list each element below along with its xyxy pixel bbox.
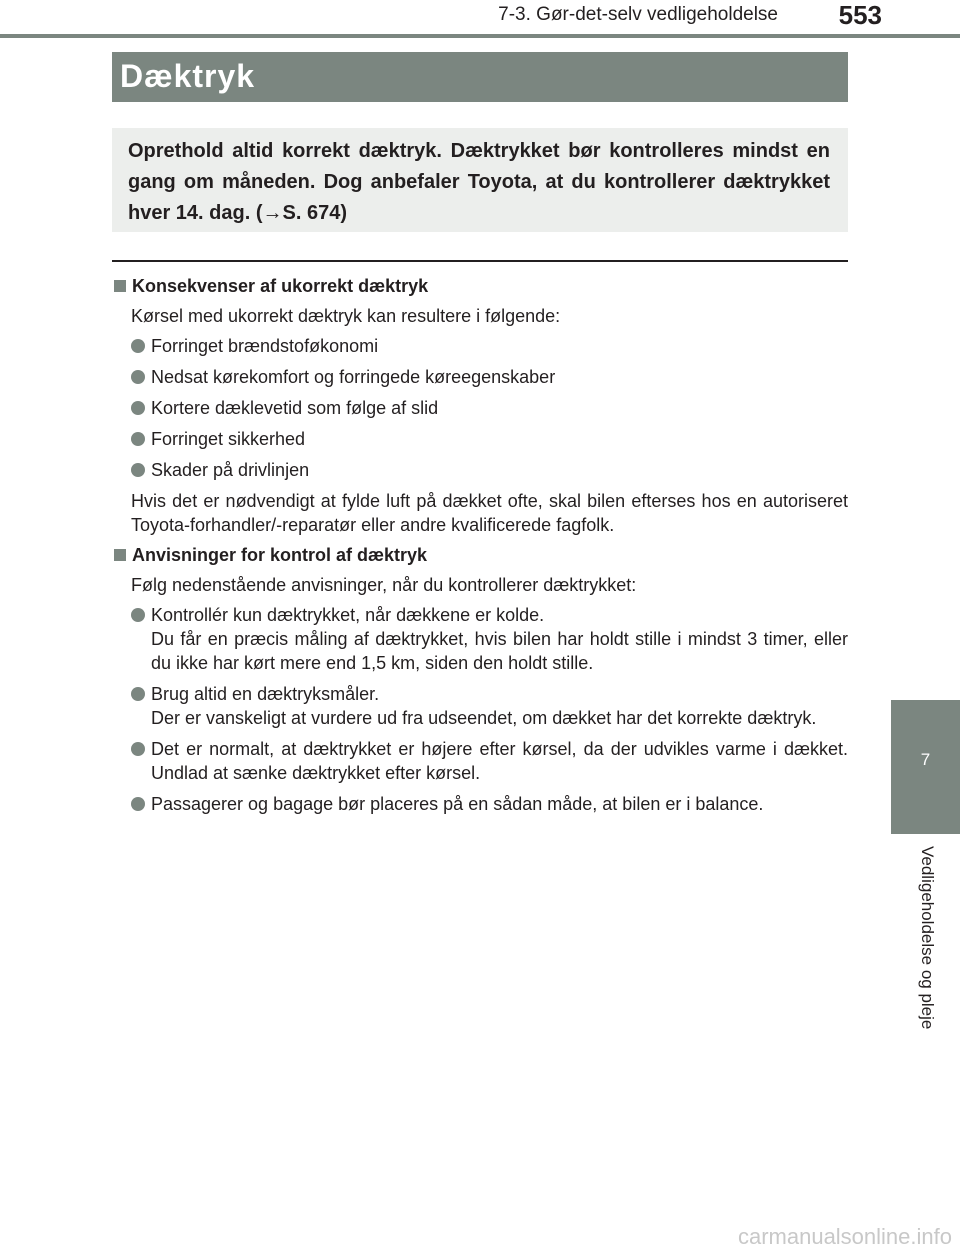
chapter-label: Vedligeholdelse og pleje <box>918 846 937 1030</box>
section-heading <box>112 543 848 567</box>
list-item <box>131 458 848 482</box>
list-item-title: Det er normalt, at dæktrykket er højere efter kørsel, da der udvikles varme i dækket. Undlad at sænke dæktrykket efter kørsel. <box>151 739 848 783</box>
list-item-body <box>151 737 848 785</box>
chapter-label-wrap <box>891 834 960 1254</box>
list-item-body <box>151 792 848 816</box>
list-item <box>131 365 848 389</box>
list-item-text: Nedsat kørekomfort og forringede køreegenskaber <box>151 367 556 387</box>
page-number: 553 <box>838 0 882 30</box>
section-intro: Følg nedenstående anvisninger, når du kontrollerer dæktrykket: <box>131 575 637 595</box>
list-item-detail: Du får en præcis måling af dæktrykket, hvis bilen har holdt stille i mindst 3 timer, eller du ikke har kørt mere end 1,5 km, siden den holdt stille. <box>151 629 848 673</box>
section-outro: Hvis det er nødvendigt at fylde luft på dækket ofte, skal bilen efterses hos en autoriseret Toyota-forhandler/-reparatør eller andre kvalificerede fagfolk. <box>131 491 848 535</box>
list-item-body <box>151 603 848 675</box>
circle-bullet-icon <box>131 608 145 622</box>
circle-bullet-icon <box>131 742 145 756</box>
section-heading-text: Anvisninger for kontrol af dæktryk <box>132 545 428 565</box>
circle-bullet-icon <box>131 339 145 353</box>
list-item-text: Kortere dæklevetid som følge af slid <box>151 398 439 418</box>
page-title: Dæktryk <box>120 58 256 94</box>
list-item-body <box>151 682 848 730</box>
square-bullet-icon <box>114 280 126 292</box>
square-bullet-icon <box>114 549 126 561</box>
circle-bullet-icon <box>131 370 145 384</box>
list-item <box>131 682 848 730</box>
circle-bullet-icon <box>131 797 145 811</box>
list-item-title: Brug altid en dæktryksmåler. <box>151 684 380 704</box>
list-item-title: Kontrollér kun dæktrykket, når dækkene er kolde. <box>151 605 545 625</box>
list-item <box>131 427 848 451</box>
chapter-tab <box>891 700 960 834</box>
intro-text: Oprethold altid korrekt dæktryk. Dæktrykket bør kontrolleres mindst en gang om måneden. Dog anbefaler Toyota, at du kontrollerer dæktrykket hver 14. dag. (→S. 674) <box>128 140 830 224</box>
section-intro: Kørsel med ukorrekt dæktryk kan resultere i følgende: <box>131 306 561 326</box>
circle-bullet-icon <box>131 463 145 477</box>
content <box>112 274 848 823</box>
footer-watermark: carmanualsonline.info <box>737 1224 952 1249</box>
page-header <box>0 0 960 40</box>
list-item-text: Skader på drivlinjen <box>151 460 310 480</box>
list-item-text: Forringet sikkerhed <box>151 429 306 449</box>
list-item <box>131 334 848 358</box>
circle-bullet-icon <box>131 432 145 446</box>
intro-box <box>112 128 848 232</box>
list-item-text: Forringet brændstoføkonomi <box>151 336 379 356</box>
header-section-title: 7-3. Gør-det-selv vedligeholdelse <box>498 4 778 25</box>
list-item <box>131 396 848 420</box>
section-heading <box>112 274 848 298</box>
list-item <box>131 603 848 675</box>
list-item <box>131 792 848 816</box>
chapter-number: 7 <box>920 750 931 769</box>
list-item <box>131 737 848 785</box>
list-item-detail: Der er vanskeligt at vurdere ud fra udseendet, om dækket har det korrekte dæktryk. <box>151 708 817 728</box>
title-bar <box>112 52 848 102</box>
section-heading-text: Konsekvenser af ukorrekt dæktryk <box>132 276 429 296</box>
divider <box>112 260 848 262</box>
circle-bullet-icon <box>131 401 145 415</box>
list-item-title: Passagerer og bagage bør placeres på en sådan måde, at bilen er i balance. <box>151 794 764 814</box>
circle-bullet-icon <box>131 687 145 701</box>
header-rule <box>0 34 960 38</box>
